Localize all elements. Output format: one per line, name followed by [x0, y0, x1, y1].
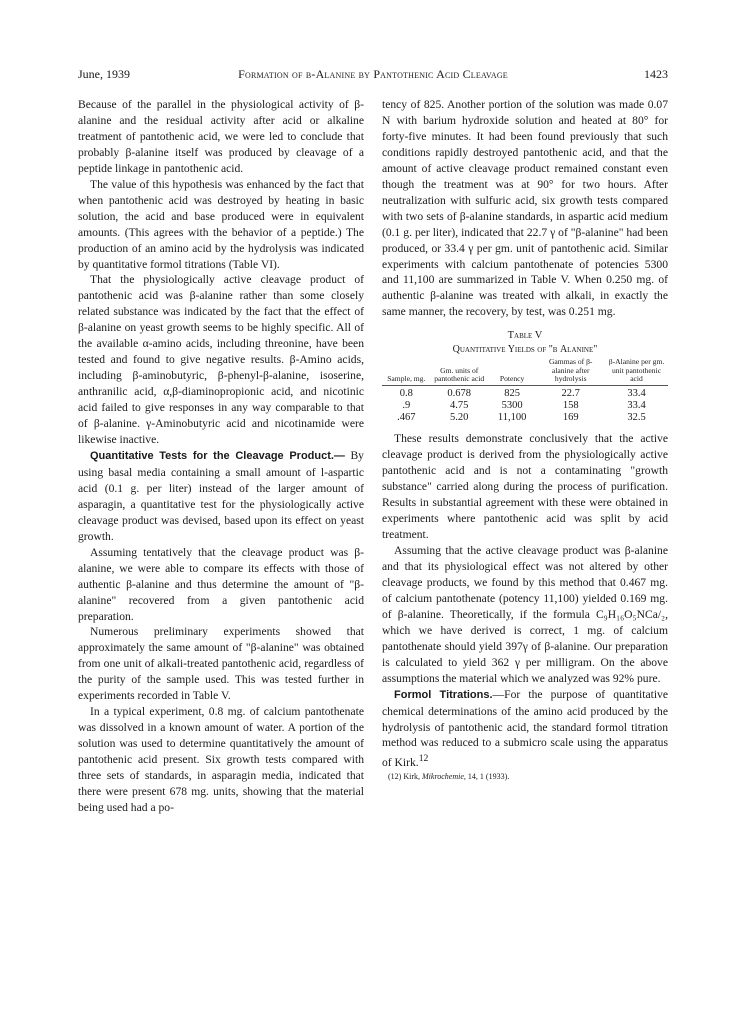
table-cell: 0.678 — [447, 387, 472, 399]
table-cell: 5.20 — [450, 411, 469, 423]
footnote-citation: 14, 1 (1933). — [465, 772, 510, 782]
paragraph: The value of this hypothesis was enhanced by the fact that when pantothenic acid was destroyed by heating in basic solution, the acid and base produced were in equivalent amounts. (This agrees with the behavior of a peptide.) The production of an amino acid by the hydrolysis was indicated by quantitative formol titrations (Table VI). — [78, 177, 364, 271]
table-row — [382, 412, 668, 424]
table-cell: 32.5 — [627, 411, 646, 423]
section-heading: Formol Titrations. — [394, 688, 493, 701]
table-row — [382, 400, 668, 412]
table-cell: 4.75 — [450, 399, 469, 411]
paragraph-formol-titrations — [382, 687, 668, 772]
footnote-journal: Mikrochemie, — [422, 772, 466, 782]
footnote — [382, 771, 668, 782]
table-cell: 158 — [562, 399, 579, 411]
right-column — [382, 97, 668, 782]
column-header: Gm. units of pantothenic acid — [431, 358, 488, 385]
paragraph: Because of the parallel in the physiological activity of β-alanine and the residual activity after acid or alkaline treatment of pantothenic acid, we were led to conclude that probably β-alanine itself was produced by cleavage of a peptide linkage in pantothenic acid. — [78, 98, 364, 175]
running-header — [78, 66, 668, 82]
header-date: June, 1939 — [78, 67, 130, 81]
table-number: Table V — [507, 330, 543, 342]
paragraph: These results demonstrate conclusively that the active cleavage product is derived from the physiologically active pantothenic acid and is not a contaminating "growth substance" carried along during the process of purification. Results in substantial agreement with these were obtained in experiments where pantothenic acid was split by acid treatment. — [382, 432, 668, 542]
table-header-row — [382, 358, 668, 385]
footnote-reference: 12 — [418, 753, 429, 765]
table-cell: .9 — [402, 399, 411, 411]
paragraph-text: —For the purpose of quantitative chemical determinations of the amino acid produced by the hydrolysis of pantothenic acid, the standard formol titration method was reduced to a submicro scale using the apparatus of Kirk. — [382, 687, 668, 770]
table-cell: 169 — [562, 411, 579, 423]
table-v — [382, 329, 668, 423]
paragraph-text: By using basal media containing a small amount of l-aspartic acid (0.1 g. per liter) instead of the larger amount of asparagin, a quantitative test for the physiologically active cleavage product was devised, based upon its effect on yeast growth. — [78, 448, 364, 543]
table-cell: 0.8 — [399, 387, 413, 399]
table-cell: 11,100 — [497, 411, 527, 423]
column-header: β-Alanine per gm. unit pantothenic acid — [605, 358, 668, 385]
table-title: Quantitative Yields of "β Alanine" — [452, 344, 598, 356]
paragraph: Assuming that the active cleavage product was β-alanine and that its physiological effect was not altered by other cleavage products, we found by this method that 0.467 mg. of calcium pantothenate (potency 11,100) yielded 0.169 mg. of β-alanine. Theoretically, if the formula C₉H₁₆O₅NCa/₂, which we have derived is correct, 1 mg. of calcium pantothenate should yield 397γ of β-alanine. Our preparation is calculated to yield 362 γ per milligram. On the above assumptions the material which we analyzed was 92% pure. — [382, 544, 668, 685]
column-header: Potency — [488, 358, 537, 385]
left-column — [78, 97, 364, 816]
table-row — [382, 385, 668, 399]
paragraph: tency of 825. Another portion of the solution was made 0.07 N with barium hydroxide solution and heated at 80° for forty-five minutes. It had been found previously that such conditions rapidly destroyed pantothenic acid, and that the amount of active cleavage product remained constant even though the treatment was at 90° for two hours. After neutralization with sulfuric acid, six growth tests compared with two sets of β-alanine standards, in aspartic acid medium (0.1 g. per liter), indicated that 22.7 γ of "β-alanine" had been produced, or 33.4 γ per gm. unit of pantothenic acid. Similar experiments with calcium pantothenate of potencies 5300 and 11,100 are summarized in Table V. When 0.250 mg. of authentic β-alanine was treated with alkali, in exactly the same manner, the recovery, by test, was 0.251 mg. — [382, 98, 668, 319]
paragraph: Assuming tentatively that the cleavage product was β-alanine, we were able to compare its effects with those of authentic β-alanine and thus determine the amount of "β-alanine" recovered from a given pantothenic acid preparation. — [78, 545, 364, 623]
table-cell: 5300 — [501, 399, 523, 411]
table-cell: 33.4 — [627, 387, 646, 399]
header-title: Formation of β-Alanine by Pantothenic Acid Cleavage — [238, 67, 508, 81]
column-header: Sample, mg. — [382, 358, 431, 385]
section-heading: Quantitative Tests for the Cleavage Product.— — [90, 449, 345, 462]
table-cell: 22.7 — [561, 387, 580, 399]
column-header: Gammas of β-alanine after hydrolysis — [536, 358, 605, 385]
paragraph: Numerous preliminary experiments showed that approximately the same amount of "β-alanine" was obtained from one unit of alkali-treated pantothenic acid, regardless of the purity of the sample used. This was tested further in experiments recorded in Table V. — [78, 625, 364, 703]
table-cell: 825 — [504, 387, 520, 399]
data-table — [382, 358, 668, 423]
footnote-label: (12) Kirk, — [388, 772, 422, 782]
paragraph: In a typical experiment, 0.8 mg. of calcium pantothenate was dissolved in a known amount of water. A portion of the solution was used to determine quantitatively the amount of pantothenic acid present. Six growth tests compared with three sets of standards, in asparagin media, indicated that there were present 678 mg. units, showing that the material being used had a po- — [78, 705, 364, 814]
table-cell: 33.4 — [627, 399, 646, 411]
table-cell: .467 — [397, 411, 416, 423]
paragraph: That the physiologically active cleavage product of pantothenic acid was β-alanine rather than some closely related substance was indicated by the fact that the effect of β-alanine on yeast growth seems to be highly specific. All of the available α-amino acids, including threonine, have been tested and found to give negative results. β-Amino acids, including β-aminobutyric, β-phenyl-β-alanine, isoserine, anthranilic acid, α,β-diaminopropionic acid, and nicotinic acid failed to give responses in any way comparable to that of β-alanine. γ-Aminobutyric acid and nicotinamide were likewise inactive. — [78, 273, 364, 447]
page-number: 1423 — [644, 67, 668, 81]
paragraph-quantitative-tests — [78, 448, 364, 545]
